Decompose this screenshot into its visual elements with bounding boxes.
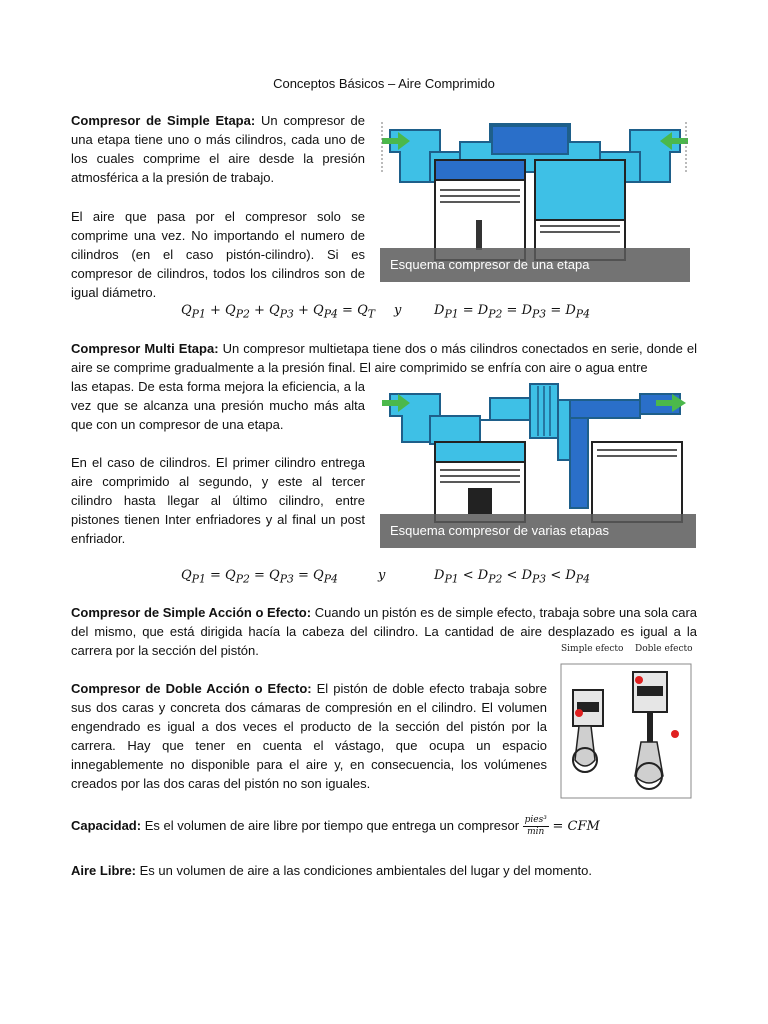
- equation-diameter-increasing: $D_{P1} < D_{P2} < D_{P3} < D_{P4}$: [434, 568, 590, 586]
- equation-diameter-equal: $D_{P1} = D_{P2} = D_{P3} = D_{P4}$: [434, 303, 590, 321]
- efecto-diagram: [555, 660, 697, 804]
- label-doble-efecto: Doble efecto: [635, 644, 693, 654]
- fraction-denominator: min: [527, 827, 545, 838]
- capacidad-fraction: [523, 815, 549, 838]
- simple-etapa-paragraph-2: El aire que pasa por el compresor solo se comprime una vez. No importando el numero de cilindros (en el caso pistón-cilindro). Si es compresor de cilindros, todos los cilindros son de igual diámetro.: [71, 209, 365, 300]
- multi-stage-caption: Esquema compresor de varias etapas: [380, 514, 696, 548]
- equation-flow-equal: $Q_{P1} = Q_{P2} = Q_{P3} = Q_{P4}$: [181, 568, 338, 586]
- simple-etapa-heading: Compresor de Simple Etapa:: [71, 113, 256, 128]
- equation-y-1: y: [394, 303, 402, 318]
- figure-multi-stage: [380, 380, 696, 548]
- doble-accion-text: El pistón de doble efecto trabaja sobre sus dos caras y concreta dos cámaras de compresión en el cilindro. El volumen engendrado es igual a dos veces el producto de la sección del pistón por la carrera. Hay que tener en cuenta el vástago, que ocupa un espacio innegablemente no disponible para el aire y, en consecuencia, los volúmenes creados por las dos caras del pistón no son iguales.: [71, 681, 547, 791]
- capacidad-text: Es el volumen de aire libre por tiempo que entrega un compresor: [144, 818, 520, 833]
- doble-accion-heading: Compresor de Doble Acción o Efecto:: [71, 681, 312, 696]
- multi-etapa-paragraph-2: En el caso de cilindros. El primer cilindro entrega aire comprimido al segundo, y este al tercer cilindro hasta llegar al último cilindro, entre pistones tienen Inter enfriadores y al final un post enfriador.: [71, 455, 365, 546]
- simple-accion-heading: Compresor de Simple Acción o Efecto:: [71, 605, 312, 620]
- figure-single-stage: [380, 112, 690, 282]
- capacidad-heading: Capacidad:: [71, 818, 142, 833]
- multi-etapa-text-top: Un compresor multietapa tiene dos o más cilindros conectados en serie, donde el aire se comprime gradualmente a la presión final. El aire comprimido se enfría con aire o agua entre: [71, 341, 697, 375]
- aire-libre-text: Es un volumen de aire a las condiciones ambientales del lugar y del momento.: [139, 863, 593, 878]
- multi-etapa-text-left: las etapas. De esta forma mejora la eficiencia, a la vez que se alcanza una presión mucho más alta que con un compresor de una etapa.: [71, 379, 365, 432]
- multi-etapa-paragraph: [71, 339, 697, 377]
- doble-accion-paragraph: [71, 679, 547, 793]
- single-stage-caption: Esquema compresor de una etapa: [380, 248, 690, 282]
- multi-etapa-heading: Compresor Multi Etapa:: [71, 341, 219, 356]
- aire-libre-line: [71, 861, 711, 880]
- equation-flow-sum: $Q_{P1} + Q_{P2} + Q_{P3} + Q_{P4} = Q_T$: [181, 303, 375, 321]
- aire-libre-heading: Aire Libre:: [71, 863, 137, 878]
- capacidad-line: [71, 812, 711, 841]
- fraction-numerator: pies³: [524, 815, 547, 826]
- equation-y-2: y: [378, 568, 386, 583]
- simple-etapa-text: Un compresor de una etapa tiene uno o más cilindros, cada uno de los cuales comprime el aire desde la presión atmosférica a la presión de trabajo.: [71, 113, 365, 185]
- page-title: Conceptos Básicos – Aire Comprimido: [273, 76, 495, 91]
- figure-efecto: [555, 644, 697, 804]
- simple-etapa-paragraph: [71, 111, 365, 187]
- capacidad-cfm: = CFM: [552, 819, 600, 834]
- label-simple-efecto: Simple efecto: [561, 644, 624, 654]
- simple-accion-text: Cuando un pistón es de simple efecto, trabaja sobre una sola cara del mismo, que está dirigida hacía la cabeza del cilindro. La cantidad de aire desplazado es igual a la carrera por la sección del pistón.: [71, 605, 698, 658]
